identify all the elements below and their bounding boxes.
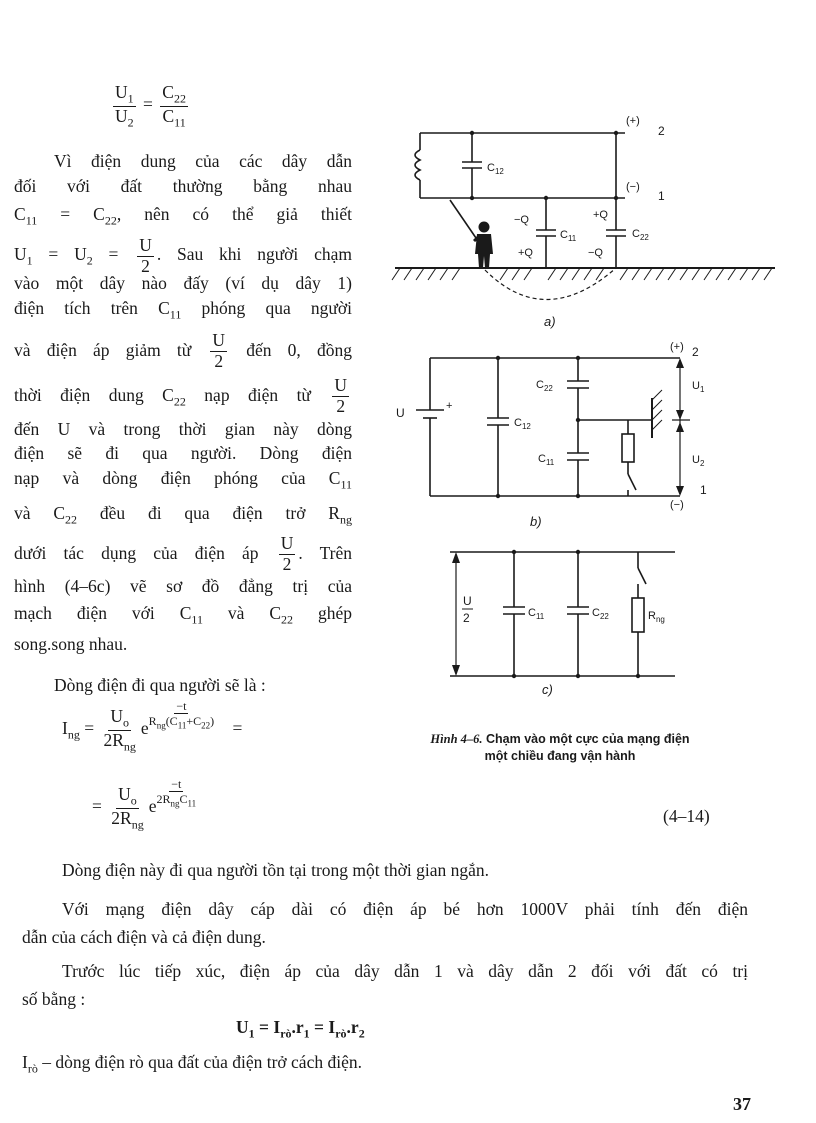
svg-text:U: U	[396, 406, 405, 420]
figure-c-circuit	[430, 540, 700, 700]
paragraph-cable-network: Với mạng điện dây cáp dài có điện áp bé hơn 1000V phải tính đến điện dẫn của cách điện và cả điện dung.	[22, 899, 748, 947]
figure-caption: Hình 4–6. Chạm vào một cực của mạng điện một chiều đang vận hành	[430, 732, 690, 763]
person-icon	[473, 222, 493, 269]
current-equation-line1: $I_{ng}$ = $\frac{U_o}{2R_{ng}}$ e −t $R_{ng}(C_{11}+C_{22})$ =	[62, 699, 243, 753]
page-number: 37	[733, 1094, 751, 1114]
svg-text:(−): (−)	[670, 499, 684, 511]
figure-a-circuit	[380, 110, 780, 335]
ground-hatch	[392, 268, 772, 280]
ratio-equation: $\frac{U_1}{U_2}$ = $\frac{C_{22}}{C_{11}}$	[115, 82, 186, 129]
c12-label-b: $C_{12}$	[514, 417, 531, 431]
rng-label-c: $R_{ng}$	[648, 610, 665, 624]
inductor	[415, 150, 420, 180]
svg-text:−Q: −Q	[588, 247, 603, 259]
c22-label-b: $C_{22}$	[536, 379, 553, 393]
c11-label-b: $C_{11}$	[538, 453, 555, 467]
svg-text:2: 2	[463, 611, 470, 625]
c22-label-c: $C_{22}$	[592, 607, 609, 621]
svg-text:b): b)	[530, 514, 542, 529]
c22-label: $C_{22}$	[632, 228, 649, 242]
svg-text:2: 2	[658, 124, 665, 138]
current-equation-line2: = $\frac{U_o}{2R_{ng}}$ e −t $2R_{ng}C_{11}$	[92, 777, 197, 831]
paragraph-short-duration: Dòng điện này đi qua người tồn tại trong một thời gian ngắn.	[62, 860, 490, 880]
svg-text:a): a)	[544, 314, 556, 329]
c11-label: $C_{11}$	[560, 229, 577, 243]
paragraph-leakage-definition: $I_{rò}$ – dòng điện rò qua đất của điện trở cách điện.	[22, 1052, 362, 1076]
svg-text:(−): (−)	[626, 181, 640, 193]
contact-wire	[450, 200, 476, 238]
paragraph-before-contact: Trước lúc tiếp xúc, điện áp của dây dẫn 1 và dây dẫn 2 đối với đất có trị số bằng :	[22, 961, 748, 1009]
u1-label-b: $U_1$	[692, 380, 705, 394]
leakage-equation: $U_1 = I_{rò}.r_1 = I_{rò}.r_2$	[236, 1017, 365, 1041]
svg-text:+Q: +Q	[518, 247, 533, 259]
paragraph-left-column: Vì điện dung của các dây dẫn đối với đất thường bằng nhau $C_{11} = C_{22}$, nên có thể giả thiết $U_1 = U_2$ = $\frac{U}{2}$ . Sau khi người chạm vào một dây nào đấy (ví dụ dây 1) điện tích trên $C_{11}$ phóng qua người và điện áp giảm từ $\frac{U}{2}$ đến 0, đồng thời điện dung $C_{22}$ nạp điện từ $\frac{U}{2}$ đến U và trong thời gian này dòng điện sẽ đi qua người. Dòng điện nạp và dòng điện phóng của $C_{11}$ và $C_{22}$ đều đi qua điện trở $R_{ng}$ dưới tác dụng của điện áp $\frac{U}{2}$ . Trên hình (4–6c) vẽ sơ đồ đẳng trị của mạch điện với $C_{11}$ và $C_{22}$ ghép song.song nhau.	[14, 151, 352, 654]
svg-text:−Q: −Q	[514, 214, 529, 226]
svg-text:(+): (+)	[626, 115, 640, 127]
paragraph-current-intro: Dòng điện đi qua người sẽ là :	[54, 675, 266, 695]
svg-text:1: 1	[700, 483, 707, 497]
figure-b-circuit	[390, 338, 720, 533]
svg-text:(+): (+)	[670, 341, 684, 353]
c12-label: $C_{12}$	[487, 162, 504, 176]
svg-text:2: 2	[692, 345, 699, 359]
svg-text:+: +	[446, 400, 453, 412]
u2-label-b: $U_2$	[692, 454, 705, 468]
svg-text:+Q: +Q	[593, 209, 608, 221]
svg-text:U: U	[463, 594, 472, 608]
equation-number: (4–14)	[663, 806, 710, 826]
svg-text:c): c)	[542, 682, 553, 697]
svg-text:1: 1	[658, 189, 665, 203]
c11-label-c: $C_{11}$	[528, 607, 545, 621]
